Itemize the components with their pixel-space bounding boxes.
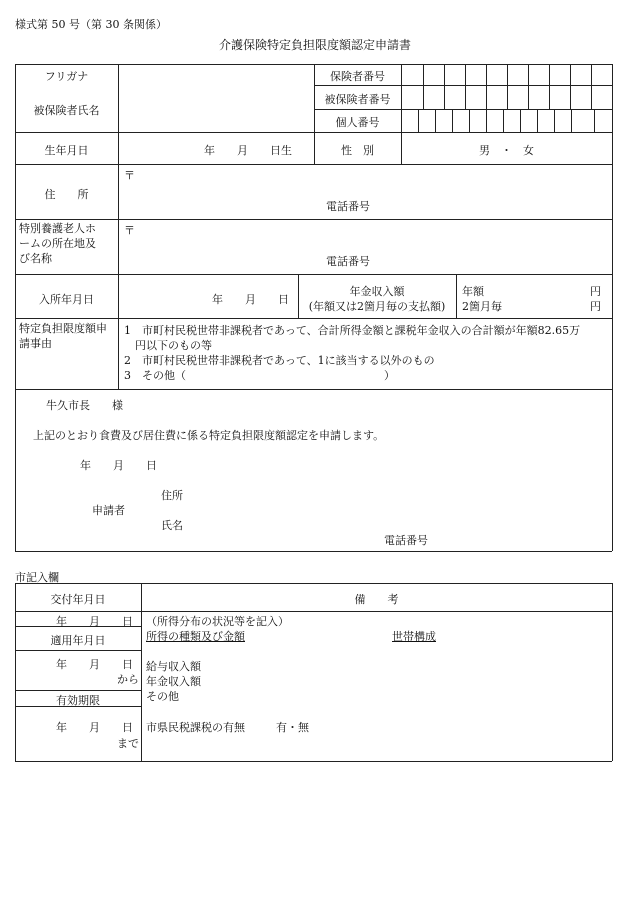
pension-annual-yen: 円 bbox=[590, 285, 601, 298]
facility-label: 特別養護老人ホ ームの所在地及 び名称 bbox=[19, 222, 96, 265]
address-field[interactable] bbox=[119, 165, 611, 195]
office-section-title: 市記入欄 bbox=[15, 571, 59, 584]
pension-bimonthly-field[interactable] bbox=[506, 297, 586, 313]
facility-postal-mark: 〒 bbox=[124, 224, 135, 237]
personal-number-field[interactable] bbox=[402, 110, 611, 132]
pension-bimonthly-yen: 円 bbox=[590, 300, 601, 313]
birthdate-field[interactable]: 年 月 日生 bbox=[204, 144, 292, 157]
applicant-label: 申請者 bbox=[92, 504, 125, 517]
insured-name-field[interactable] bbox=[119, 86, 313, 132]
pension-income-sublabel: (年額又は2箇月毎の支払額) bbox=[308, 300, 446, 313]
admission-date-label: 入所年月日 bbox=[39, 293, 94, 306]
reason-item-1[interactable]: 1 市町村民税世帯非課税者であって、合計所得金額と課税年金収入の合計額が年額82.65万 bbox=[124, 324, 581, 337]
reason-list bbox=[124, 323, 580, 383]
reason-label: 特定負担限度額申 請事由 bbox=[19, 322, 107, 350]
insured-number-field[interactable] bbox=[402, 86, 611, 109]
pension-annual-label: 年額 bbox=[462, 285, 484, 298]
address-label: 住 所 bbox=[44, 188, 89, 201]
sex-label: 性 別 bbox=[341, 144, 374, 157]
sex-selector[interactable]: 男 ・ 女 bbox=[479, 144, 534, 157]
applicant-name-field[interactable] bbox=[190, 514, 590, 530]
address-phone-label: 電話番号 bbox=[326, 200, 370, 213]
facility-address-field[interactable] bbox=[119, 220, 611, 250]
valid-until-label: 有効期限 bbox=[56, 694, 100, 707]
insured-name-label: 被保険者氏名 bbox=[33, 104, 100, 117]
application-statement: 上記のとおり食費及び居住費に係る特定負担限度額認定を申請します。 bbox=[33, 429, 385, 442]
until-label: まで bbox=[117, 737, 139, 750]
applicant-name-label: 氏名 bbox=[161, 519, 183, 532]
personal-number-label: 個人番号 bbox=[335, 116, 380, 129]
apply-from-date-field[interactable]: 年 月 日 bbox=[56, 658, 133, 671]
reason-item-1-cont: 円以下のもの等 bbox=[124, 339, 212, 352]
apply-date-label: 適用年月日 bbox=[50, 634, 106, 647]
insured-number-label: 被保険者番号 bbox=[324, 93, 391, 106]
reason-item-3[interactable]: 3 その他（ ） bbox=[124, 369, 395, 382]
furigana-label: フリガナ bbox=[44, 70, 89, 83]
application-date-field[interactable]: 年 月 日 bbox=[80, 459, 157, 472]
issue-date-field[interactable]: 年 月 日 bbox=[56, 615, 133, 628]
valid-to-date-field[interactable]: 年 月 日 bbox=[56, 721, 133, 734]
pension-income-remark-label: 年金収入額 bbox=[146, 675, 201, 688]
applicant-address-field[interactable] bbox=[190, 484, 590, 500]
form-title: 介護保険特定負担限度額認定申請書 bbox=[218, 38, 411, 52]
from-label: から bbox=[117, 673, 139, 686]
reason-item-2[interactable]: 2 市町村民税世帯非課税者であって、1に該当する以外のもの bbox=[124, 354, 435, 367]
remarks-label: 備 考 bbox=[354, 593, 399, 606]
applicant-address-label: 住所 bbox=[161, 489, 183, 502]
income-type-label: 所得の種類及び金額 bbox=[146, 630, 245, 643]
insurer-number-field[interactable] bbox=[402, 65, 611, 85]
pension-annual-field[interactable] bbox=[490, 280, 586, 296]
tax-status-selector[interactable]: 有・無 bbox=[276, 721, 309, 734]
salary-income-label: 給与収入額 bbox=[146, 660, 201, 673]
postal-mark: 〒 bbox=[124, 169, 135, 182]
furigana-field[interactable] bbox=[119, 65, 313, 85]
applicant-phone-label: 電話番号 bbox=[384, 534, 428, 547]
remarks-note: （所得分布の状況等を記入） bbox=[146, 615, 289, 628]
birthdate-label: 生年月日 bbox=[44, 144, 89, 157]
household-label: 世帯構成 bbox=[392, 630, 436, 643]
insurer-number-label: 保険者番号 bbox=[330, 70, 385, 83]
form-number: 様式第 50 号（第 30 条関係） bbox=[15, 18, 167, 31]
other-income-label: その他 bbox=[146, 690, 179, 703]
pension-bimonthly-label: 2箇月毎 bbox=[462, 300, 502, 313]
issue-date-label: 交付年月日 bbox=[50, 593, 106, 606]
admission-date-field[interactable]: 年 月 日 bbox=[212, 293, 289, 306]
addressee: 牛久市長 様 bbox=[46, 399, 123, 412]
facility-phone-label: 電話番号 bbox=[326, 255, 370, 268]
tax-status-label: 市県民税課税の有無 bbox=[146, 721, 245, 734]
pension-income-label: 年金収入額 bbox=[349, 285, 405, 298]
